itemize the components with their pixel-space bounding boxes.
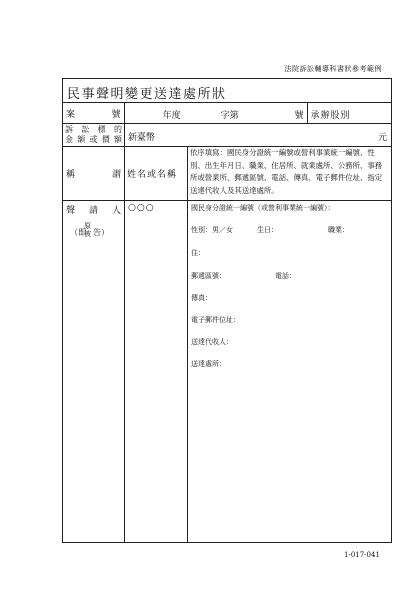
unit-label: 元	[377, 133, 387, 143]
applicant-role	[66, 203, 121, 216]
label-char: 稱	[66, 170, 76, 180]
label-char: 標	[97, 125, 106, 134]
applicant-info-cell[interactable]	[187, 201, 391, 542]
case-number-cell[interactable]	[124, 103, 307, 123]
id-field: 國民身分證統一編號（或營利事業統一編號）：	[191, 204, 335, 212]
amount-row	[63, 123, 391, 146]
label-char: 號	[111, 109, 121, 120]
form-code: 1-017-041	[344, 551, 380, 559]
address-field: 住：	[191, 249, 205, 257]
fax-field: 傳真：	[191, 294, 212, 302]
form-title: 民事聲明變更送達處所狀	[67, 87, 227, 102]
role-header	[63, 147, 124, 200]
birth-label: 生日：	[257, 226, 278, 234]
label-char: 額	[77, 135, 86, 144]
applicant-name-cell[interactable]	[124, 201, 187, 542]
applicant-row	[63, 200, 391, 542]
label-char: 訴	[65, 125, 73, 134]
currency-label: 新臺幣	[128, 133, 156, 143]
name-header: 姓名或名稱	[124, 147, 187, 200]
label-char: 價	[101, 135, 110, 144]
case-number-suffix: 號	[294, 111, 304, 121]
case-label	[63, 103, 124, 123]
place-field: 送達處所：	[191, 360, 226, 368]
label-char: 請	[88, 206, 98, 216]
title-row	[63, 79, 391, 102]
job-label: 職業：	[328, 226, 349, 234]
designation-options: 原被	[84, 222, 91, 238]
case-row	[63, 102, 391, 123]
instruction-text: 依序填寫：國民身分證統一編號或營利事業統一編號、性別、出生年月日、職業、住居所、就業處所、公務所、事務所或營業所、郵遞區號、電話、傳真、電子郵件位址、指定送達代收人及其送達處所。	[187, 147, 391, 200]
officer-label: 承辦股別	[307, 103, 391, 123]
header-row	[63, 146, 391, 200]
label-char: 聲	[66, 206, 76, 216]
label-char: 金	[65, 135, 73, 144]
amount-label-line2	[65, 135, 122, 145]
label-char: 或	[89, 135, 98, 144]
label-char: 謂	[111, 170, 121, 180]
label-char: 額	[114, 135, 122, 144]
amount-value-cell[interactable]	[124, 124, 391, 146]
applicant-name: ○○○	[128, 203, 155, 213]
applicant-role-cell	[63, 201, 124, 542]
gender-label: 性別：男／女	[191, 226, 233, 234]
case-year-label: 年度	[162, 111, 181, 121]
form-table	[62, 78, 392, 543]
email-field: 電子郵件位址：	[191, 316, 240, 324]
agent-field: 送達代收人：	[191, 338, 233, 346]
label-char: 訟	[81, 125, 90, 134]
label-char: 人	[111, 206, 121, 216]
case-word-label: 字第	[220, 111, 239, 121]
header-note: 法院訴訟輔導科書狀參考範例	[284, 65, 382, 73]
label-char: 案	[66, 109, 76, 120]
party-designation	[66, 224, 121, 244]
designation-close: 告）	[93, 228, 109, 237]
amount-label-line1	[65, 125, 122, 135]
designation-open: （即	[70, 228, 86, 237]
phone-label: 電話：	[275, 272, 296, 280]
label-char: 的	[113, 125, 122, 134]
amount-label	[63, 124, 124, 146]
zip-label: 郵遞區號：	[191, 272, 226, 280]
